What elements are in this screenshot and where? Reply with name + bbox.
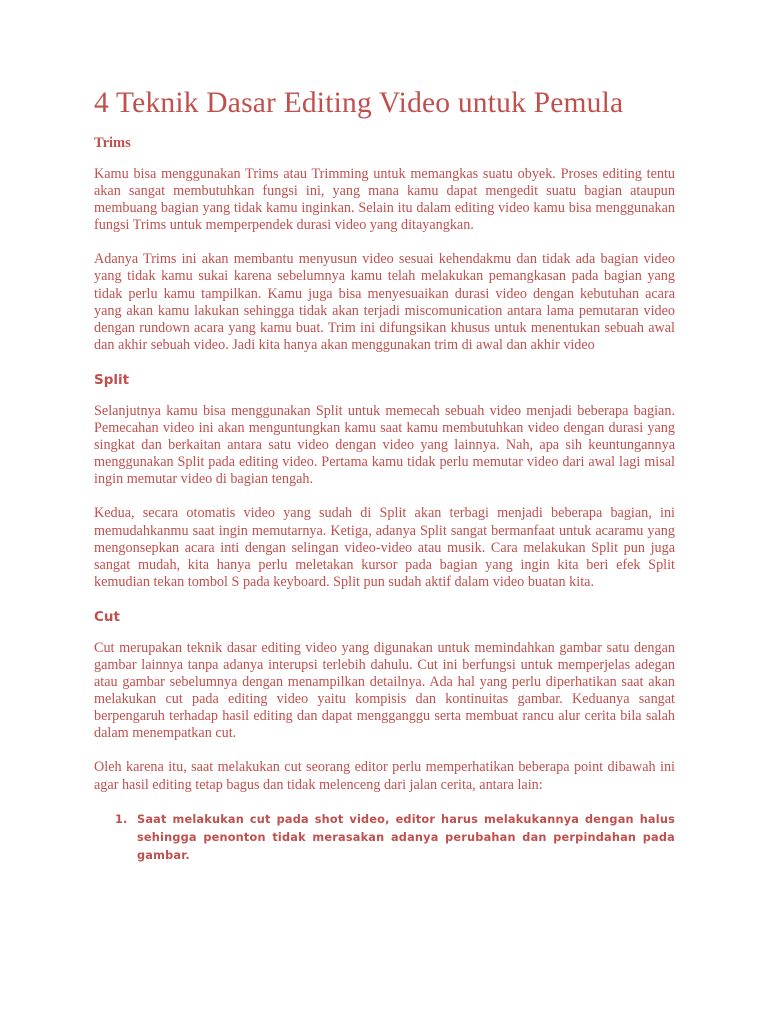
- paragraph: Cut merupakan teknik dasar editing video yang digunakan untuk memindahkan gambar satu dengan gambar lainnya tanpa adanya interupsi terlebih dahulu. Cut ini berfungsi untuk memperjelas adegan atau gambar sebelumnya dengan menampilkan detailnya. Ada hal yang perlu diperhatikan saat akan melakukan cut pada editing video yaitu kompisis dan kontinuitas gambar. Keduanya sangat berpengaruh terhadap hasil editing dan dapat mengganggu serta membuat rancu alur cerita bila salah dalam menempatkan cut.: [94, 639, 675, 742]
- section-cut: [94, 608, 675, 865]
- paragraph: Selanjutnya kamu bisa menggunakan Split untuk memecah sebuah video menjadi beberapa bagian. Pemecahan video ini akan menguntungkan kamu saat kamu membutuhkan video dengan durasi yang singkat dan berkaitan antara satu video dengan video yang lainnya. Nah, apa sih keuntungannya menggunakan Split pada editing video. Pertama kamu tidak perlu memutar video dari awal lagi misal ingin memutar video di bagian tengah.: [94, 402, 675, 488]
- document-title: 4 Teknik Dasar Editing Video untuk Pemula: [94, 87, 624, 119]
- document-page: [94, 86, 675, 865]
- paragraph: Kedua, secara otomatis video yang sudah di Split akan terbagi menjadi beberapa bagian, ini memudahkanmu saat ingin memutarnya. Ketiga, adanya Split sangat bermanfaat untuk acaramu yang mengonsepkan acara inti dengan selingan video-video atau musik. Cara melakukan Split pun juga sangat mudah, kita hanya perlu meletakan kursor pada bagian yang ingin kita beri efek Split kemudian tekan tombol S pada keyboard. Split pun sudah aktif dalam video buatan kita.: [94, 505, 675, 590]
- paragraph: Adanya Trims ini akan membantu menyusun video sesuai kehendakmu dan tidak ada bagian video yang tidak kamu sukai karena sebelumnya kamu telah melakukan pemangkasan pada bagian yang tidak perlu kamu tampilkan. Kamu juga bisa menyesuaikan durasi video dengan kebutuhan acara yang akan kamu lakukan sehingga tidak akan terjadi miscomunication antara lama pemutaran video dengan rundown acara yang kamu buat. Trim ini difungsikan khusus untuk menentukan sebuah awal dan akhir sebuah video. Jadi kita hanya akan menggunakan trim di awal dan akhir video: [94, 251, 675, 353]
- numbered-list: [94, 811, 675, 865]
- section-heading-cut: Cut: [94, 608, 120, 625]
- list-item: [94, 811, 675, 865]
- section-heading-split: Split: [94, 371, 130, 388]
- section-split: [94, 371, 675, 591]
- paragraph: Oleh karena itu, saat melakukan cut seorang editor perlu memperhatikan beberapa point dibawah ini agar hasil editing tetap bagus dan tidak melenceng dari jalan cerita, antara lain:: [94, 759, 675, 793]
- list-item-number: 1.: [115, 812, 128, 826]
- list-item-text: Saat melakukan cut pada shot video, editor harus melakukannya dengan halus sehingga penonton tidak merasakan adanya perubahan dan perpindahan pada gambar.: [137, 812, 675, 862]
- section-trims: [94, 134, 675, 354]
- paragraph: Kamu bisa menggunakan Trims atau Trimming untuk memangkas suatu obyek. Proses editing tentu akan sangat membutuhkan fungsi ini, yang mana kamu dapat mengedit suatu bagian ataupun membuang bagian yang tidak kamu inginkan. Selain itu dalam editing video kamu bisa menggunakan fungsi Trims untuk memperpendek durasi video yang ditayangkan.: [94, 166, 675, 234]
- section-heading-trims: Trims: [94, 135, 131, 151]
